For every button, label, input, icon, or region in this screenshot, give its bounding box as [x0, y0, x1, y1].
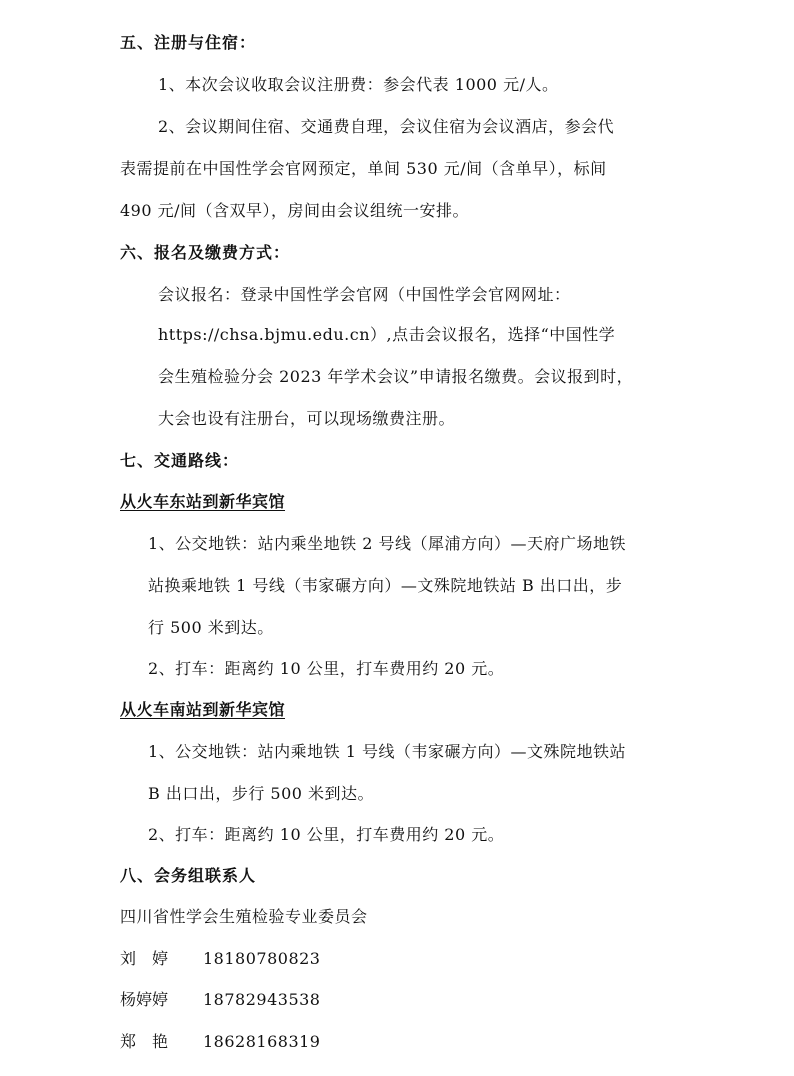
- section5-heading: 五、注册与住宿：: [120, 33, 257, 52]
- route2-item1-line1: 1、公交地铁：站内乘地铁 1 号线（韦家碾方向）—文殊院地铁站: [148, 742, 627, 761]
- route1-item1-line3: 行 500 米到达。: [148, 618, 274, 637]
- contact-name: 刘 婷: [120, 949, 169, 968]
- route1-item1-line2: 站换乘地铁 1 号线（韦家碾方向）—文殊院地铁站 B 出口出，步: [148, 576, 623, 595]
- contact-phone: 18782943538: [203, 990, 321, 1009]
- route1-title: 从火车东站到新华宾馆: [120, 492, 286, 511]
- contact-phone: 18180780823: [203, 949, 321, 968]
- section5-item2-line3: 490 元/间（含双早），房间由会议组统一安排。: [120, 201, 470, 220]
- route2-item2: 2、打车：距离约 10 公里，打车费用约 20 元。: [148, 825, 505, 844]
- organizer-name: 四川省性学会生殖检验专业委员会: [120, 907, 368, 926]
- section6-line1: 会议报名：登录中国性学会官网（中国性学会官网网址：: [158, 285, 571, 304]
- section5-item2-line2: 表需提前在中国性学会官网预定，单间 530 元/间（含单早），标间: [120, 159, 607, 178]
- section6-heading: 六、报名及缴费方式：: [120, 243, 291, 262]
- section6-line4: 大会也设有注册台，可以现场缴费注册。: [158, 409, 456, 428]
- route2-item1-line2: B 出口出，步行 500 米到达。: [148, 784, 375, 803]
- route1-item1-line1: 1、公交地铁：站内乘坐地铁 2 号线（犀浦方向）—天府广场地铁: [148, 534, 627, 553]
- route1-item2: 2、打车：距离约 10 公里，打车费用约 20 元。: [148, 659, 505, 678]
- route2-title: 从火车南站到新华宾馆: [120, 700, 286, 719]
- contact-phone: 18628168319: [203, 1032, 321, 1051]
- contact-name: 杨婷婷: [120, 990, 169, 1009]
- section8-heading: 八、会务组联系人: [120, 866, 257, 885]
- contact-name: 郑 艳: [120, 1032, 169, 1051]
- section6-line3: 会生殖检验分会 2023 年学术会议”申请报名缴费。会议报到时，: [158, 367, 634, 386]
- section5-item1: 1、本次会议收取会议注册费：参会代表 1000 元/人。: [158, 75, 559, 94]
- section7-heading: 七、交通路线：: [120, 451, 240, 470]
- section5-item2-line1: 2、会议期间住宿、交通费自理，会议住宿为会议酒店，参会代: [158, 117, 615, 136]
- section6-line2: https://chsa.bjmu.edu.cn）,点击会议报名，选择“中国性学: [158, 325, 616, 344]
